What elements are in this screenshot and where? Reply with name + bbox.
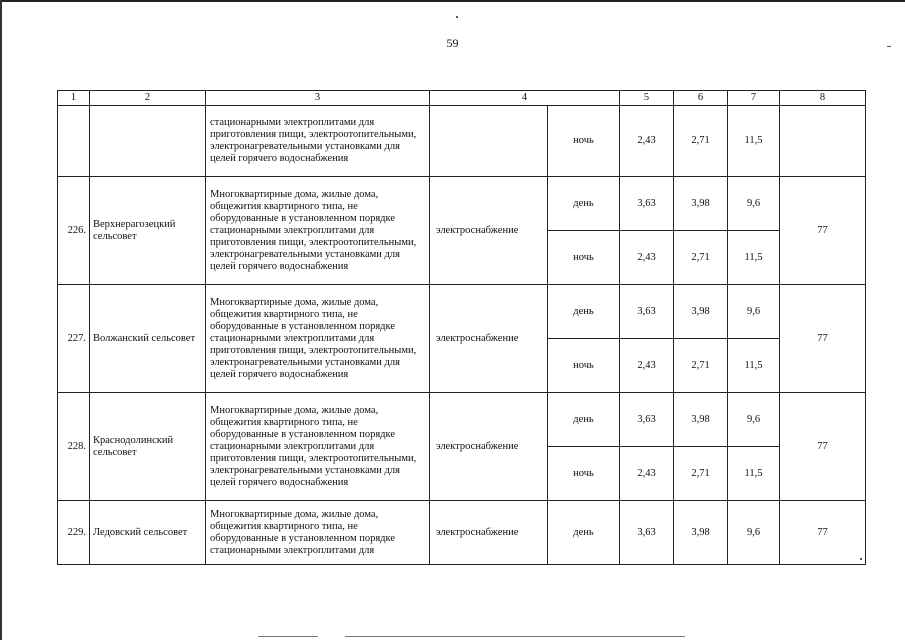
header-cell: 6 (674, 91, 728, 106)
page-number: 59 (446, 36, 459, 50)
value-cell: 9,6 (728, 393, 780, 447)
value-cell: 2,71 (674, 447, 728, 501)
settlement-cell (90, 106, 206, 177)
value-cell: 3,63 (620, 393, 674, 447)
period-cell: день (548, 177, 620, 231)
value-cell: 3,98 (674, 393, 728, 447)
header-cell: 4 (430, 91, 620, 106)
value-cell: 3,63 (620, 177, 674, 231)
value-cell: 3,63 (620, 501, 674, 565)
value-cell: 11,5 (728, 447, 780, 501)
header-cell: 8 (780, 91, 866, 106)
value-cell: 9,6 (728, 177, 780, 231)
service-cell (430, 106, 548, 177)
header-cell: 3 (206, 91, 430, 106)
value-cell: 2,43 (620, 106, 674, 177)
table-row (58, 393, 866, 447)
header-cell: 7 (728, 91, 780, 106)
value-cell: 77 (780, 393, 866, 501)
description-cell: стационарными электроплитами для приготовления пищи, электроотопительными, электронагревательными установками для целей горячего водоснабжения (206, 106, 430, 177)
settlement-cell: Краснодолинский сельсовет (90, 393, 206, 501)
service-cell: электроснабжение (430, 501, 548, 565)
table-row (58, 177, 866, 231)
description-cell: Многоквартирные дома, жилые дома, общежития квартирного типа, не оборудованные в установленном порядке стационарными электроплитами для приготовления пищи, электроотопительными, электронагревательными установками для целей горячего водоснабжения (206, 393, 430, 501)
row-number-cell: 228. (58, 393, 90, 501)
table-row (58, 106, 866, 177)
row-number-cell (58, 106, 90, 177)
period-cell: ночь (548, 231, 620, 285)
period-cell: ночь (548, 339, 620, 393)
value-cell: 2,71 (674, 106, 728, 177)
row-number-cell: 226. (58, 177, 90, 285)
table-row (58, 285, 866, 339)
row-number-cell: 229. (58, 501, 90, 565)
value-cell: 77 (780, 501, 866, 565)
value-cell: 2,43 (620, 231, 674, 285)
value-cell: 3,98 (674, 285, 728, 339)
value-cell: 2,71 (674, 339, 728, 393)
value-cell: 3,63 (620, 285, 674, 339)
scan-border-top (0, 0, 905, 2)
table-header-row (58, 91, 866, 106)
value-cell: 2,43 (620, 339, 674, 393)
value-cell: 11,5 (728, 339, 780, 393)
description-cell: Многоквартирные дома, жилые дома, общежития квартирного типа, не оборудованные в установленном порядке стационарными электроплитами для приготовления пищи, электроотопительными, электронагревательными установками для целей горячего водоснабжения (206, 177, 430, 285)
value-cell: 11,5 (728, 106, 780, 177)
value-cell: 2,43 (620, 447, 674, 501)
value-cell (780, 106, 866, 177)
scan-speck (456, 16, 458, 18)
value-cell: 77 (780, 285, 866, 393)
value-cell: 11,5 (728, 231, 780, 285)
period-cell: ночь (548, 447, 620, 501)
value-cell: 3,98 (674, 177, 728, 231)
service-cell: электроснабжение (430, 177, 548, 285)
tariff-table (57, 90, 866, 565)
description-cell: Многоквартирные дома, жилые дома, общежития квартирного типа, не оборудованные в установленном порядке стационарными электроплитами для (206, 501, 430, 565)
period-cell: день (548, 501, 620, 565)
value-cell: 77 (780, 177, 866, 285)
header-cell: 5 (620, 91, 674, 106)
scan-border-left (0, 0, 2, 640)
period-cell: ночь (548, 106, 620, 177)
service-cell: электроснабжение (430, 285, 548, 393)
value-cell: 3,98 (674, 501, 728, 565)
description-cell: Многоквартирные дома, жилые дома, общежития квартирного типа, не оборудованные в установленном порядке стационарными электроплитами для приготовления пищи, электроотопительными, электронагревательными установками для целей горячего водоснабжения (206, 285, 430, 393)
value-cell: 9,6 (728, 285, 780, 339)
scan-bottom-rule (345, 636, 685, 637)
value-cell: 2,71 (674, 231, 728, 285)
header-cell: 2 (90, 91, 206, 106)
service-cell: электроснабжение (430, 393, 548, 501)
settlement-cell: Ледовский сельсовет (90, 501, 206, 565)
row-number-cell: 227. (58, 285, 90, 393)
scan-bottom-rule (258, 636, 318, 637)
period-cell: день (548, 285, 620, 339)
settlement-cell: Волжанский сельсовет (90, 285, 206, 393)
value-cell: 9,6 (728, 501, 780, 565)
table-row (58, 501, 866, 565)
header-cell: 1 (58, 91, 90, 106)
period-cell: день (548, 393, 620, 447)
settlement-cell: Верхнерагозецкий сельсовет (90, 177, 206, 285)
